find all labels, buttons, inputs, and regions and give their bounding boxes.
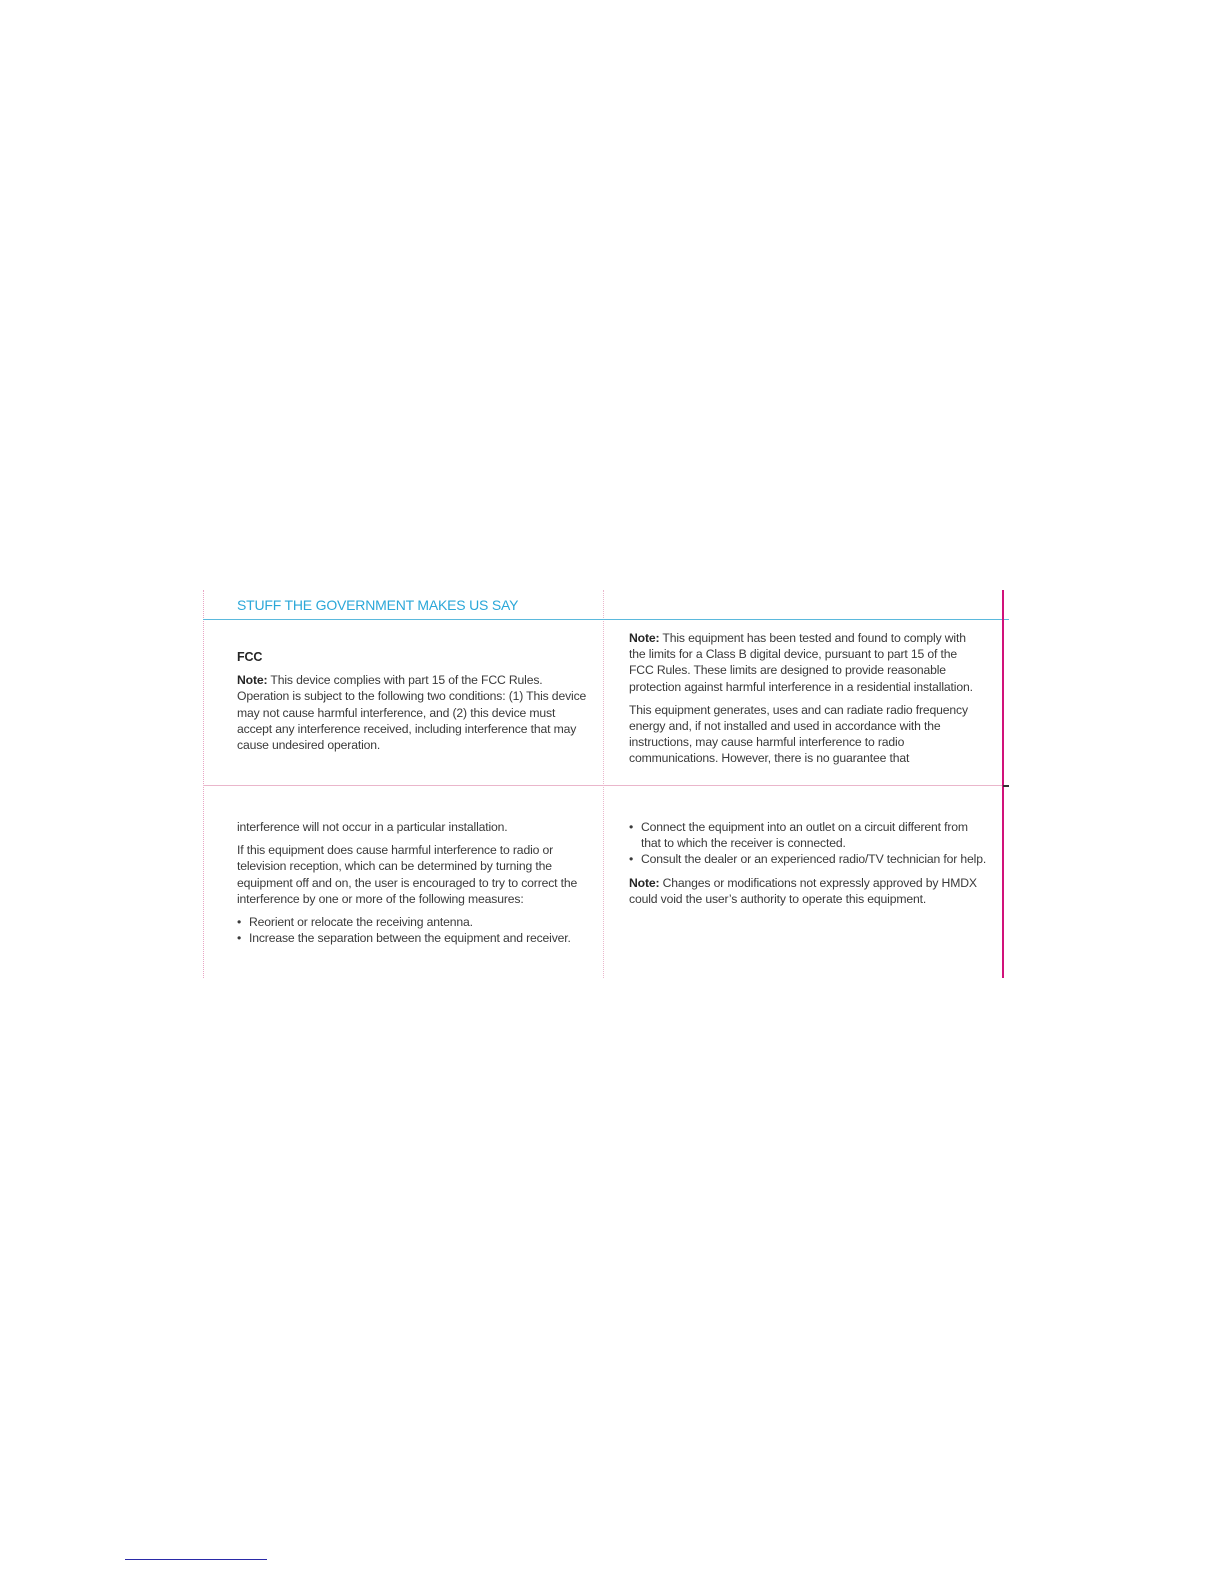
note-text: This device complies with part 15 of the FCC Rules. Operation is subject to the following two conditions: (1) This device may not cause harmful interference, and (2) this device must accept any interference received, including interference that may cause undesired operation. [237, 673, 587, 753]
measures-paragraph: If this equipment does cause harmful interference to radio or television reception, which can be determined by turning the equipment off and on, the user is encouraged to try to correct the interference by one or more of the following measures: [237, 843, 578, 906]
list-item: • Connect the equipment into an outlet on a circuit different from that to which the receiver is connected. [629, 819, 989, 851]
trim-edge [1002, 590, 1004, 978]
panel-fcc [237, 649, 587, 753]
panel-more-measures [629, 819, 989, 907]
list-item: • Consult the dealer or an experienced radio/TV technician for help. [629, 851, 989, 867]
class-b-note [629, 630, 984, 695]
list-item: • Reorient or relocate the receiving antenna. [237, 914, 589, 930]
panel-class-b [629, 630, 984, 767]
crop-mark [1003, 785, 1009, 787]
note-label: Note: [629, 875, 660, 890]
modifications-note [629, 875, 989, 907]
installation-paragraph: interference will not occur in a particular installation. [237, 820, 508, 834]
note-text: This equipment has been tested and found to comply with the limits for a Class B digital device, pursuant to part 15 of the FCC Rules. These limits are designed to provide reasonable protection against harmful interference in a residential installation. [629, 631, 973, 694]
radio-energy-paragraph: This equipment generates, uses and can radiate radio frequency energy and, if not installed and used in accordance with the instructions, may cause harmful interference to radio communications. However, there is no guarantee that [629, 702, 968, 766]
list-item: • Increase the separation between the equipment and receiver. [237, 930, 589, 946]
section-heading: STUFF THE GOVERNMENT MAKES US SAY [237, 597, 519, 613]
fcc-subheading: FCC [237, 650, 263, 664]
note-label: Note: [237, 673, 268, 688]
measures-list-continued [629, 819, 989, 868]
panel-divider [203, 785, 1003, 786]
left-fold-guide [203, 590, 204, 978]
measures-list [237, 914, 589, 946]
note-label: Note: [629, 631, 660, 645]
footnote-separator [125, 1559, 267, 1560]
panel-interference [237, 819, 589, 946]
heading-rule [203, 619, 1009, 620]
center-fold-guide [603, 590, 604, 978]
note-text: Changes or modifications not expressly approved by HMDX could void the user’s authority to operate this equipment. [629, 875, 977, 906]
fcc-note [237, 672, 587, 753]
